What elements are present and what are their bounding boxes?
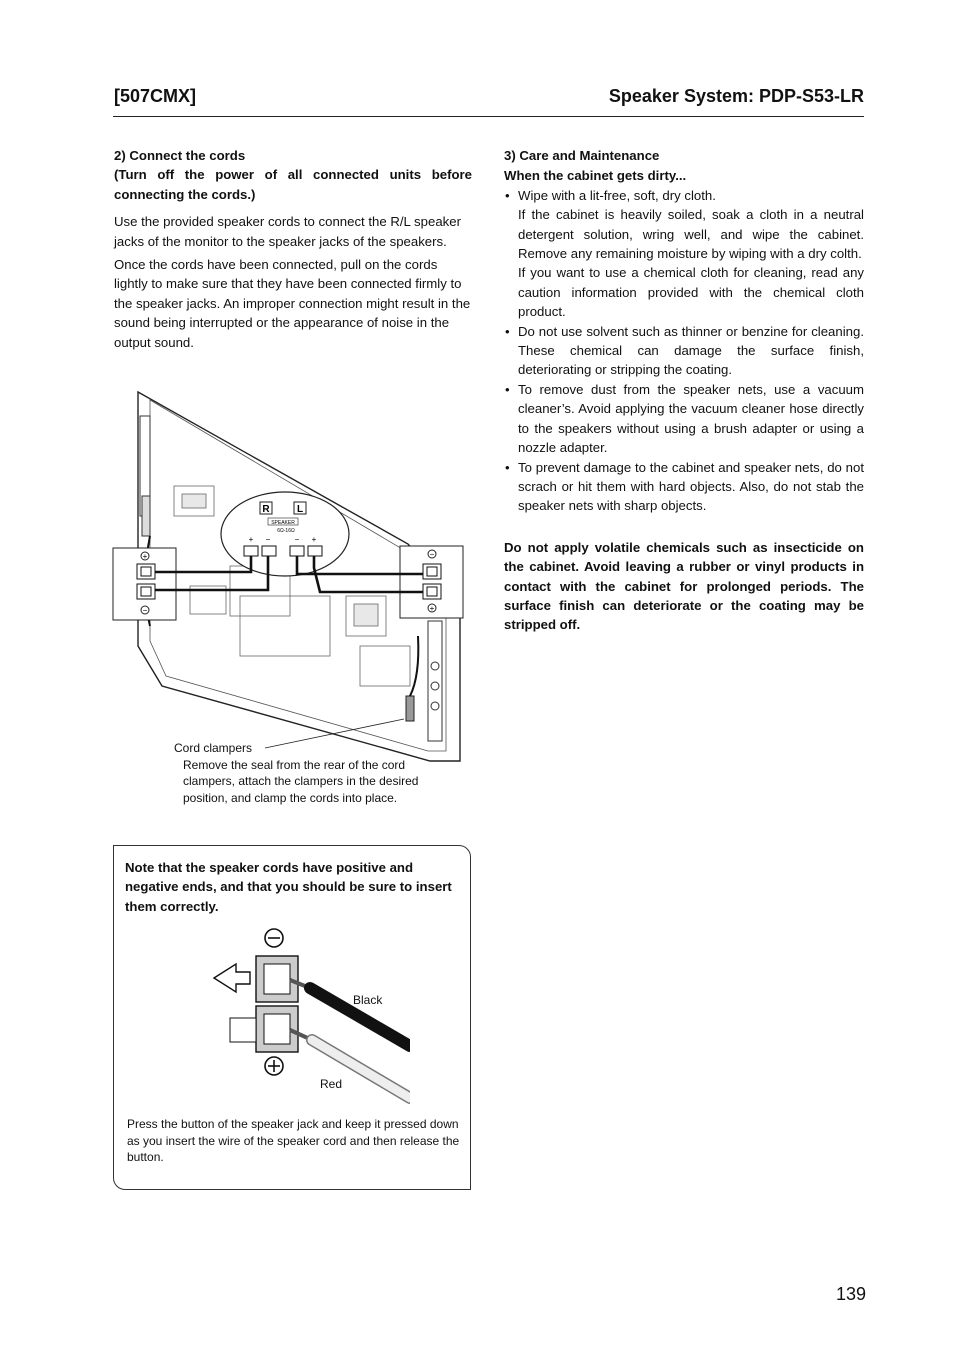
chemical-warning: Do not apply volatile chemicals such as insecticide on the cabinet. Avoid leaving a rubber or vinyl products in contact with the cabinet for prolonged periods. The surface finish can deteriorate or the coating may be stripped off. [504,539,864,633]
care-bullet-extra: If the cabinet is heavily soiled, soak a cloth in a neutral detergent solution, wring well, and wipe the cabinet. Remove any remaining moisture by wiping with a dry colth. [518,207,864,262]
polarity-note-box [113,845,471,1190]
page-number: 139 [835,1284,866,1304]
impedance-label: 6Ω-16Ω [277,528,295,534]
terminal-minus-1: − [265,535,271,544]
black-wire-label: Black [353,993,383,1007]
page-title: Speaker System: PDP-S53-LR [608,86,864,106]
speaker-panel-label: SPEAKER [271,520,295,526]
care-bullet: • To prevent damage to the cabinet and speaker nets, do not scrach or hit them with hard objects. Also, do not stab the speaker nets with sharp objects. [504,458,864,516]
connect-heading: 2) Connect the cords [114,148,246,163]
cord-clampers-label: Cord clampers [174,741,253,755]
right-box-minus: − [429,550,435,559]
care-bullets [504,186,864,516]
power-warning: (Turn off the power of all connected units before connecting the cords.) [114,167,472,202]
header-rule [113,116,864,117]
left-box-plus: + [142,552,148,561]
polarity-note-body: Press the button of the speaker jack and keep it pressed down as you insert the wire of the speaker cord and then release the button. [127,1117,460,1164]
right-column [504,146,864,635]
care-bullet [504,186,864,322]
care-bullet-extra: If you want to use a chemical cloth for cleaning, read any caution information provided with the chemical cloth product. [518,265,864,320]
terminal-minus-2: − [294,535,300,544]
label-r: R [262,504,270,515]
connect-paragraph-1: Use the provided speaker cords to connect the R/L speaker jacks of the monitor to the speaker jacks of the speakers. [114,214,461,249]
care-heading: 3) Care and Maintenance [504,148,660,163]
dirty-subheading: When the cabinet gets dirty... [504,168,687,184]
left-column [114,146,472,352]
monitor-rear-illustration [110,386,474,762]
label-l: L [296,504,304,515]
right-box-plus: + [429,604,435,613]
polarity-note-title: Note that the speaker cords have positive and negative ends, and that you should be sure to insert them correctly. [125,860,452,914]
care-bullet: • Do not use solvent such as thinner or benzine for cleaning. These chemical can damage the surface finish, deteriorating or stripping the coating. [504,322,864,380]
connect-paragraph-2: Once the cords have been connected, pull on the cords lightly to make sure that they have been connected firmly to the speaker jacks. An improper connection might result in the sound being interrupted or the appearance of noise in the output sound. [114,257,471,350]
jack-illustration [210,926,410,1106]
terminal-plus-1: + [248,535,254,544]
section-model: [507CMX] [114,86,197,106]
care-bullet: • To remove dust from the speaker nets, use a vacuum cleaner’s. Avoid applying the vacuum cleaner hose directly to the speakers without using a brush adapter or using a nozzle adapter. [504,380,864,458]
care-bullet-text: Wipe with a lit-free, soft, dry cloth. [518,187,716,203]
left-box-minus: − [142,606,148,615]
cord-clampers-description: Remove the seal from the rear of the cord clampers, attach the clampers in the desired position, and clamp the cords into place. [183,758,419,805]
speaker-jack-diagram [210,926,410,1106]
red-wire-label: Red [320,1077,343,1091]
connection-diagram [110,386,474,805]
terminal-plus-2: + [311,535,317,544]
